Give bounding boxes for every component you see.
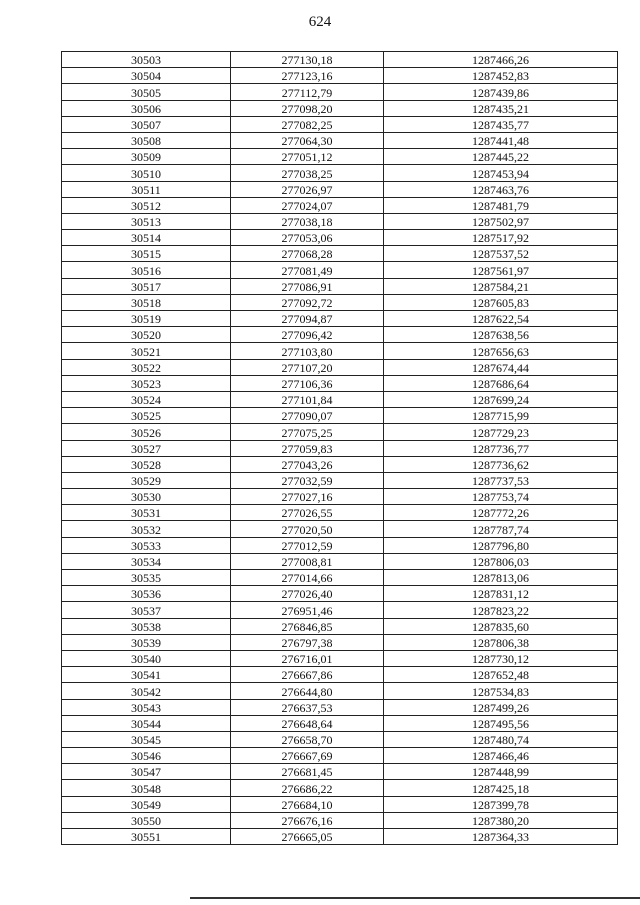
- x-coordinate-cell: 277090,07: [231, 408, 384, 424]
- point-number-cell: 30514: [62, 230, 231, 246]
- point-number-cell: 30507: [62, 116, 231, 132]
- y-coordinate-cell: 1287823,22: [384, 602, 618, 618]
- x-coordinate-cell: 277092,72: [231, 294, 384, 310]
- x-coordinate-cell: 276644,80: [231, 683, 384, 699]
- table-row: [62, 748, 618, 764]
- table-row: [62, 230, 618, 246]
- point-number-cell: 30523: [62, 375, 231, 391]
- table-row: [62, 391, 618, 407]
- x-coordinate-cell: 277027,16: [231, 489, 384, 505]
- y-coordinate-cell: 1287364,33: [384, 829, 618, 845]
- point-number-cell: 30519: [62, 311, 231, 327]
- point-number-cell: 30515: [62, 246, 231, 262]
- table-row: [62, 650, 618, 666]
- x-coordinate-cell: 277098,20: [231, 100, 384, 116]
- table-row: [62, 424, 618, 440]
- y-coordinate-cell: 1287561,97: [384, 262, 618, 278]
- table-row: [62, 213, 618, 229]
- y-coordinate-cell: 1287466,26: [384, 52, 618, 68]
- table-row: [62, 537, 618, 553]
- x-coordinate-cell: 277059,83: [231, 440, 384, 456]
- y-coordinate-cell: 1287787,74: [384, 521, 618, 537]
- table-row: [62, 408, 618, 424]
- x-coordinate-cell: 277024,07: [231, 197, 384, 213]
- point-number-cell: 30520: [62, 327, 231, 343]
- point-number-cell: 30511: [62, 181, 231, 197]
- x-coordinate-cell: 277086,91: [231, 278, 384, 294]
- point-number-cell: 30541: [62, 667, 231, 683]
- y-coordinate-cell: 1287502,97: [384, 213, 618, 229]
- x-coordinate-cell: 277096,42: [231, 327, 384, 343]
- table-row: [62, 359, 618, 375]
- point-number-cell: 30548: [62, 780, 231, 796]
- y-coordinate-cell: 1287835,60: [384, 618, 618, 634]
- point-number-cell: 30526: [62, 424, 231, 440]
- y-coordinate-cell: 1287399,78: [384, 796, 618, 812]
- table-row: [62, 715, 618, 731]
- x-coordinate-cell: 276846,85: [231, 618, 384, 634]
- point-number-cell: 30546: [62, 748, 231, 764]
- y-coordinate-cell: 1287605,83: [384, 294, 618, 310]
- x-coordinate-cell: 277103,80: [231, 343, 384, 359]
- y-coordinate-cell: 1287730,12: [384, 650, 618, 666]
- y-coordinate-cell: 1287806,03: [384, 553, 618, 569]
- table-row: [62, 246, 618, 262]
- y-coordinate-cell: 1287448,99: [384, 764, 618, 780]
- point-number-cell: 30518: [62, 294, 231, 310]
- point-number-cell: 30542: [62, 683, 231, 699]
- y-coordinate-cell: 1287480,74: [384, 731, 618, 747]
- table-row: [62, 84, 618, 100]
- table-body: [62, 52, 618, 845]
- table-row: [62, 699, 618, 715]
- x-coordinate-cell: 276658,70: [231, 731, 384, 747]
- y-coordinate-cell: 1287435,77: [384, 116, 618, 132]
- y-coordinate-cell: 1287435,21: [384, 100, 618, 116]
- table-row: [62, 521, 618, 537]
- table-row: [62, 634, 618, 650]
- point-number-cell: 30551: [62, 829, 231, 845]
- x-coordinate-cell: 277012,59: [231, 537, 384, 553]
- x-coordinate-cell: 277130,18: [231, 52, 384, 68]
- point-number-cell: 30537: [62, 602, 231, 618]
- table-row: [62, 505, 618, 521]
- table-row: [62, 100, 618, 116]
- table-row: [62, 618, 618, 634]
- y-coordinate-cell: 1287495,56: [384, 715, 618, 731]
- y-coordinate-cell: 1287622,54: [384, 311, 618, 327]
- point-number-cell: 30503: [62, 52, 231, 68]
- table-row: [62, 132, 618, 148]
- x-coordinate-cell: 277008,81: [231, 553, 384, 569]
- table-row: [62, 780, 618, 796]
- y-coordinate-cell: 1287499,26: [384, 699, 618, 715]
- x-coordinate-cell: 277038,25: [231, 165, 384, 181]
- table-row: [62, 149, 618, 165]
- table-row: [62, 197, 618, 213]
- table-row: [62, 570, 618, 586]
- x-coordinate-cell: 277082,25: [231, 116, 384, 132]
- table-row: [62, 456, 618, 472]
- table-row: [62, 327, 618, 343]
- x-coordinate-cell: 277068,28: [231, 246, 384, 262]
- y-coordinate-cell: 1287674,44: [384, 359, 618, 375]
- point-number-cell: 30536: [62, 586, 231, 602]
- y-coordinate-cell: 1287534,83: [384, 683, 618, 699]
- point-number-cell: 30513: [62, 213, 231, 229]
- x-coordinate-cell: 277094,87: [231, 311, 384, 327]
- x-coordinate-cell: 276637,53: [231, 699, 384, 715]
- y-coordinate-cell: 1287425,18: [384, 780, 618, 796]
- x-coordinate-cell: 276665,05: [231, 829, 384, 845]
- table-row: [62, 553, 618, 569]
- x-coordinate-cell: 277020,50: [231, 521, 384, 537]
- x-coordinate-cell: 277107,20: [231, 359, 384, 375]
- y-coordinate-cell: 1287638,56: [384, 327, 618, 343]
- point-number-cell: 30545: [62, 731, 231, 747]
- point-number-cell: 30512: [62, 197, 231, 213]
- point-number-cell: 30532: [62, 521, 231, 537]
- point-number-cell: 30516: [62, 262, 231, 278]
- point-number-cell: 30531: [62, 505, 231, 521]
- x-coordinate-cell: 277026,40: [231, 586, 384, 602]
- point-number-cell: 30549: [62, 796, 231, 812]
- x-coordinate-cell: 276648,64: [231, 715, 384, 731]
- coordinates-table: [61, 51, 618, 845]
- point-number-cell: 30529: [62, 472, 231, 488]
- y-coordinate-cell: 1287686,64: [384, 375, 618, 391]
- y-coordinate-cell: 1287652,48: [384, 667, 618, 683]
- x-coordinate-cell: 277026,55: [231, 505, 384, 521]
- x-coordinate-cell: 277026,97: [231, 181, 384, 197]
- table-row: [62, 262, 618, 278]
- y-coordinate-cell: 1287481,79: [384, 197, 618, 213]
- table-row: [62, 796, 618, 812]
- table-row: [62, 375, 618, 391]
- x-coordinate-cell: 276684,10: [231, 796, 384, 812]
- table-row: [62, 278, 618, 294]
- point-number-cell: 30544: [62, 715, 231, 731]
- table-row: [62, 683, 618, 699]
- table-row: [62, 602, 618, 618]
- x-coordinate-cell: 277112,79: [231, 84, 384, 100]
- y-coordinate-cell: 1287831,12: [384, 586, 618, 602]
- table-row: [62, 586, 618, 602]
- point-number-cell: 30510: [62, 165, 231, 181]
- y-coordinate-cell: 1287806,38: [384, 634, 618, 650]
- table-row: [62, 667, 618, 683]
- x-coordinate-cell: 277038,18: [231, 213, 384, 229]
- point-number-cell: 30505: [62, 84, 231, 100]
- x-coordinate-cell: 277123,16: [231, 68, 384, 84]
- y-coordinate-cell: 1287737,53: [384, 472, 618, 488]
- table-row: [62, 165, 618, 181]
- table-row: [62, 731, 618, 747]
- y-coordinate-cell: 1287537,52: [384, 246, 618, 262]
- point-number-cell: 30533: [62, 537, 231, 553]
- x-coordinate-cell: 276797,38: [231, 634, 384, 650]
- point-number-cell: 30509: [62, 149, 231, 165]
- y-coordinate-cell: 1287380,20: [384, 812, 618, 828]
- x-coordinate-cell: 277081,49: [231, 262, 384, 278]
- y-coordinate-cell: 1287584,21: [384, 278, 618, 294]
- point-number-cell: 30538: [62, 618, 231, 634]
- table-row: [62, 829, 618, 845]
- y-coordinate-cell: 1287466,46: [384, 748, 618, 764]
- table-row: [62, 68, 618, 84]
- table-row: [62, 489, 618, 505]
- page-number: 624: [308, 14, 332, 30]
- point-number-cell: 30547: [62, 764, 231, 780]
- x-coordinate-cell: 276686,22: [231, 780, 384, 796]
- point-number-cell: 30535: [62, 570, 231, 586]
- table-row: [62, 440, 618, 456]
- point-number-cell: 30530: [62, 489, 231, 505]
- point-number-cell: 30539: [62, 634, 231, 650]
- x-coordinate-cell: 277053,06: [231, 230, 384, 246]
- y-coordinate-cell: 1287699,24: [384, 391, 618, 407]
- table-row: [62, 52, 618, 68]
- y-coordinate-cell: 1287656,63: [384, 343, 618, 359]
- table-row: [62, 812, 618, 828]
- point-number-cell: 30517: [62, 278, 231, 294]
- x-coordinate-cell: 277101,84: [231, 391, 384, 407]
- x-coordinate-cell: 276681,45: [231, 764, 384, 780]
- y-coordinate-cell: 1287729,23: [384, 424, 618, 440]
- point-number-cell: 30524: [62, 391, 231, 407]
- y-coordinate-cell: 1287772,26: [384, 505, 618, 521]
- x-coordinate-cell: 277032,59: [231, 472, 384, 488]
- point-number-cell: 30508: [62, 132, 231, 148]
- y-coordinate-cell: 1287441,48: [384, 132, 618, 148]
- point-number-cell: 30540: [62, 650, 231, 666]
- table-row: [62, 764, 618, 780]
- y-coordinate-cell: 1287439,86: [384, 84, 618, 100]
- x-coordinate-cell: 276667,69: [231, 748, 384, 764]
- y-coordinate-cell: 1287813,06: [384, 570, 618, 586]
- x-coordinate-cell: 277106,36: [231, 375, 384, 391]
- point-number-cell: 30527: [62, 440, 231, 456]
- y-coordinate-cell: 1287736,77: [384, 440, 618, 456]
- point-number-cell: 30522: [62, 359, 231, 375]
- x-coordinate-cell: 277064,30: [231, 132, 384, 148]
- x-coordinate-cell: 276951,46: [231, 602, 384, 618]
- y-coordinate-cell: 1287463,76: [384, 181, 618, 197]
- table-row: [62, 343, 618, 359]
- point-number-cell: 30534: [62, 553, 231, 569]
- point-number-cell: 30550: [62, 812, 231, 828]
- x-coordinate-cell: 276667,86: [231, 667, 384, 683]
- table-row: [62, 116, 618, 132]
- x-coordinate-cell: 277075,25: [231, 424, 384, 440]
- y-coordinate-cell: 1287445,22: [384, 149, 618, 165]
- bottom-rule: [190, 897, 640, 899]
- y-coordinate-cell: 1287517,92: [384, 230, 618, 246]
- point-number-cell: 30528: [62, 456, 231, 472]
- point-number-cell: 30525: [62, 408, 231, 424]
- table-row: [62, 472, 618, 488]
- table-row: [62, 294, 618, 310]
- x-coordinate-cell: 277043,26: [231, 456, 384, 472]
- x-coordinate-cell: 277014,66: [231, 570, 384, 586]
- table-row: [62, 311, 618, 327]
- y-coordinate-cell: 1287796,80: [384, 537, 618, 553]
- y-coordinate-cell: 1287453,94: [384, 165, 618, 181]
- y-coordinate-cell: 1287452,83: [384, 68, 618, 84]
- point-number-cell: 30521: [62, 343, 231, 359]
- x-coordinate-cell: 277051,12: [231, 149, 384, 165]
- y-coordinate-cell: 1287753,74: [384, 489, 618, 505]
- point-number-cell: 30543: [62, 699, 231, 715]
- y-coordinate-cell: 1287715,99: [384, 408, 618, 424]
- point-number-cell: 30506: [62, 100, 231, 116]
- x-coordinate-cell: 276676,16: [231, 812, 384, 828]
- y-coordinate-cell: 1287736,62: [384, 456, 618, 472]
- point-number-cell: 30504: [62, 68, 231, 84]
- x-coordinate-cell: 276716,01: [231, 650, 384, 666]
- table-row: [62, 181, 618, 197]
